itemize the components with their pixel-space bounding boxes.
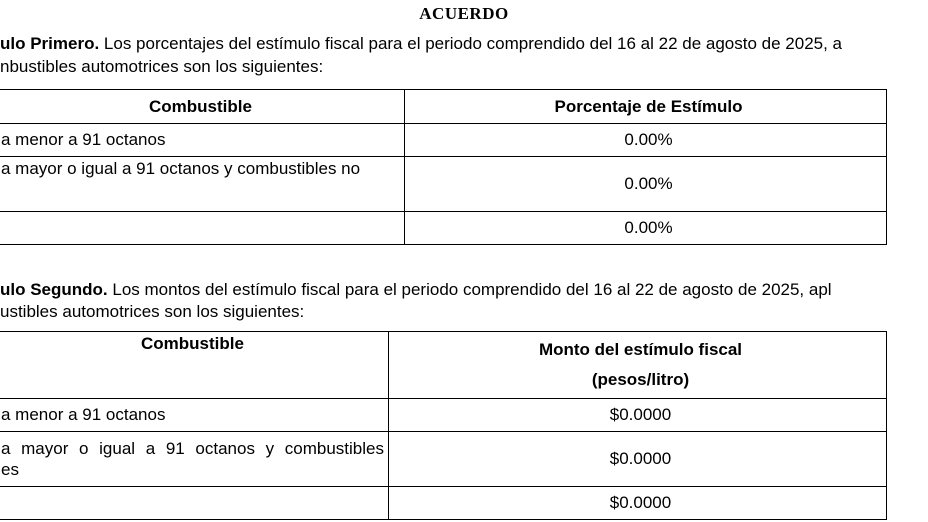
fuel-cell: a menor a 91 octanos bbox=[0, 399, 389, 432]
column-header-amount-unit: (pesos/litro) bbox=[591, 370, 690, 389]
table-row bbox=[0, 487, 887, 520]
column-header-fuel: Combustible bbox=[0, 332, 389, 399]
stimulus-percentage-table bbox=[0, 89, 887, 245]
column-header-percentage: Porcentaje de Estímulo bbox=[405, 90, 887, 124]
fuel-cell: a menor a 91 octanos bbox=[0, 124, 405, 157]
table-row bbox=[0, 399, 887, 432]
table-row bbox=[0, 212, 887, 245]
amount-cell: $0.0000 bbox=[389, 432, 887, 487]
article-second-line2: ustibles automotrices son los siguientes: bbox=[0, 302, 305, 321]
article-second-text: Los montos del estímulo fiscal para el periodo comprendido del 16 al 22 de agosto de 2025, apl bbox=[107, 280, 832, 299]
article-second-paragraph bbox=[0, 279, 832, 300]
percentage-cell: 0.00% bbox=[405, 212, 887, 245]
table-header-row bbox=[0, 332, 887, 399]
amount-cell: $0.0000 bbox=[389, 487, 887, 520]
amount-cell: $0.0000 bbox=[389, 399, 887, 432]
table-header-row bbox=[0, 90, 887, 124]
fuel-cell-line1: a mayor o igual a 91 octanos y combustibles bbox=[1, 439, 384, 458]
fuel-cell: a mayor o igual a 91 octanos y combustibles no bbox=[0, 157, 405, 212]
fuel-cell bbox=[0, 212, 405, 245]
article-first-line2: nbustibles automotrices son los siguientes: bbox=[0, 57, 324, 76]
table-row bbox=[0, 432, 887, 487]
column-header-fuel: Combustible bbox=[0, 90, 405, 124]
fuel-cell bbox=[0, 487, 389, 520]
table-row bbox=[0, 157, 887, 212]
percentage-cell: 0.00% bbox=[405, 157, 887, 212]
fuel-cell-line2: es bbox=[1, 460, 19, 479]
article-first-title: ulo Primero. bbox=[0, 34, 100, 53]
percentage-cell: 0.00% bbox=[405, 124, 887, 157]
article-first-text: Los porcentajes del estímulo fiscal para el periodo comprendido del 16 al 22 de agosto de 2025, a bbox=[99, 34, 843, 53]
stimulus-amount-table bbox=[0, 331, 887, 520]
column-header-amount-line1: Monto del estímulo fiscal bbox=[538, 340, 743, 359]
fuel-cell bbox=[0, 432, 389, 487]
article-second-title: ulo Segundo. bbox=[0, 280, 108, 299]
column-header-amount bbox=[389, 332, 887, 399]
document-heading: ACUERDO bbox=[419, 4, 509, 23]
table-row bbox=[0, 124, 887, 157]
article-first-paragraph bbox=[0, 33, 842, 54]
